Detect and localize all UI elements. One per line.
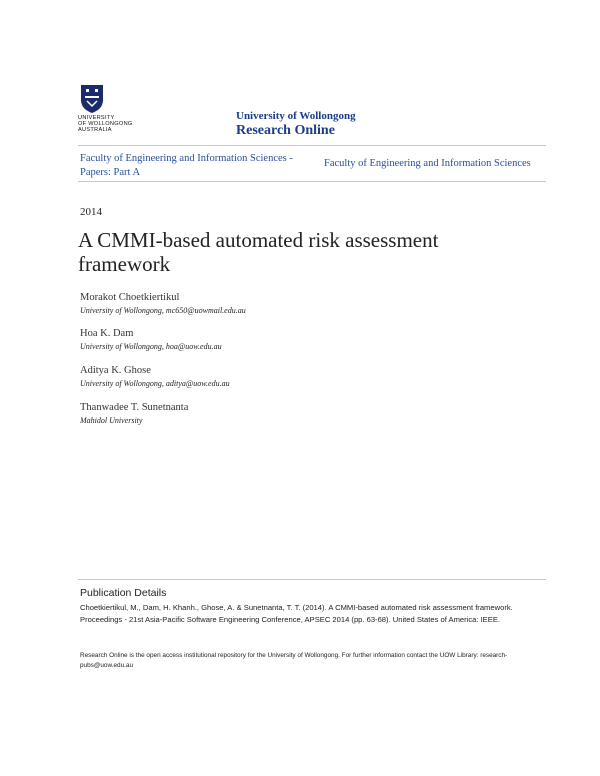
author-name: Hoa K. Dam <box>80 328 134 339</box>
logo-text-line-1: UNIVERSITY <box>78 115 115 121</box>
repository-footer-note: Research Online is the open access institutional repository for the University of Wollongong. For further information contact the UOW Library: research-pubs@uow.edu.au <box>80 652 508 669</box>
author-affiliation: University of Wollongong, mc650@uowmail.edu.au <box>80 306 246 315</box>
author-name: Aditya K. Ghose <box>80 365 151 376</box>
research-online-link[interactable]: Research Online <box>236 123 335 138</box>
author-affiliation: University of Wollongong, aditya@uow.edu.au <box>80 379 230 388</box>
publication-details-heading: Publication Details <box>80 587 167 599</box>
author-affiliation: University of Wollongong, hoa@uow.edu.au <box>80 342 222 351</box>
logo-text-line-3: AUSTRALIA <box>78 127 112 133</box>
author-affiliation: Mahidol University <box>80 416 143 425</box>
paper-title: A CMMI-based automated risk assessment framework <box>78 228 439 276</box>
publication-divider <box>78 579 546 580</box>
papers-part-a-link[interactable]: Faculty of Engineering and Information Sciences - Papers: Part A <box>80 153 293 178</box>
header-divider-bottom <box>78 181 546 182</box>
header-divider-top <box>78 145 546 146</box>
crest-icon <box>80 84 104 114</box>
university-link[interactable]: University of Wollongong <box>236 110 356 122</box>
faculty-link[interactable]: Faculty of Engineering and Information Sciences <box>324 158 531 169</box>
author-name: Thanwadee T. Sunetnanta <box>80 402 189 413</box>
publication-details-text: Choetkiertikul, M., Dam, H. Khanh., Ghose, A. & Sunetnanta, T. T. (2014). A CMMI-based automated risk assessment framework. Proceedings - 21st Asia-Pacific Software Engineering Conference, APSEC 2014 (pp. 63-68). United States of America: IEEE. <box>80 603 513 624</box>
author-name: Morakot Choetkiertikul <box>80 292 180 303</box>
publication-year: 2014 <box>80 206 102 218</box>
uow-logo[interactable] <box>78 84 148 136</box>
logo-text-line-2: OF WOLLONGONG <box>78 121 133 127</box>
